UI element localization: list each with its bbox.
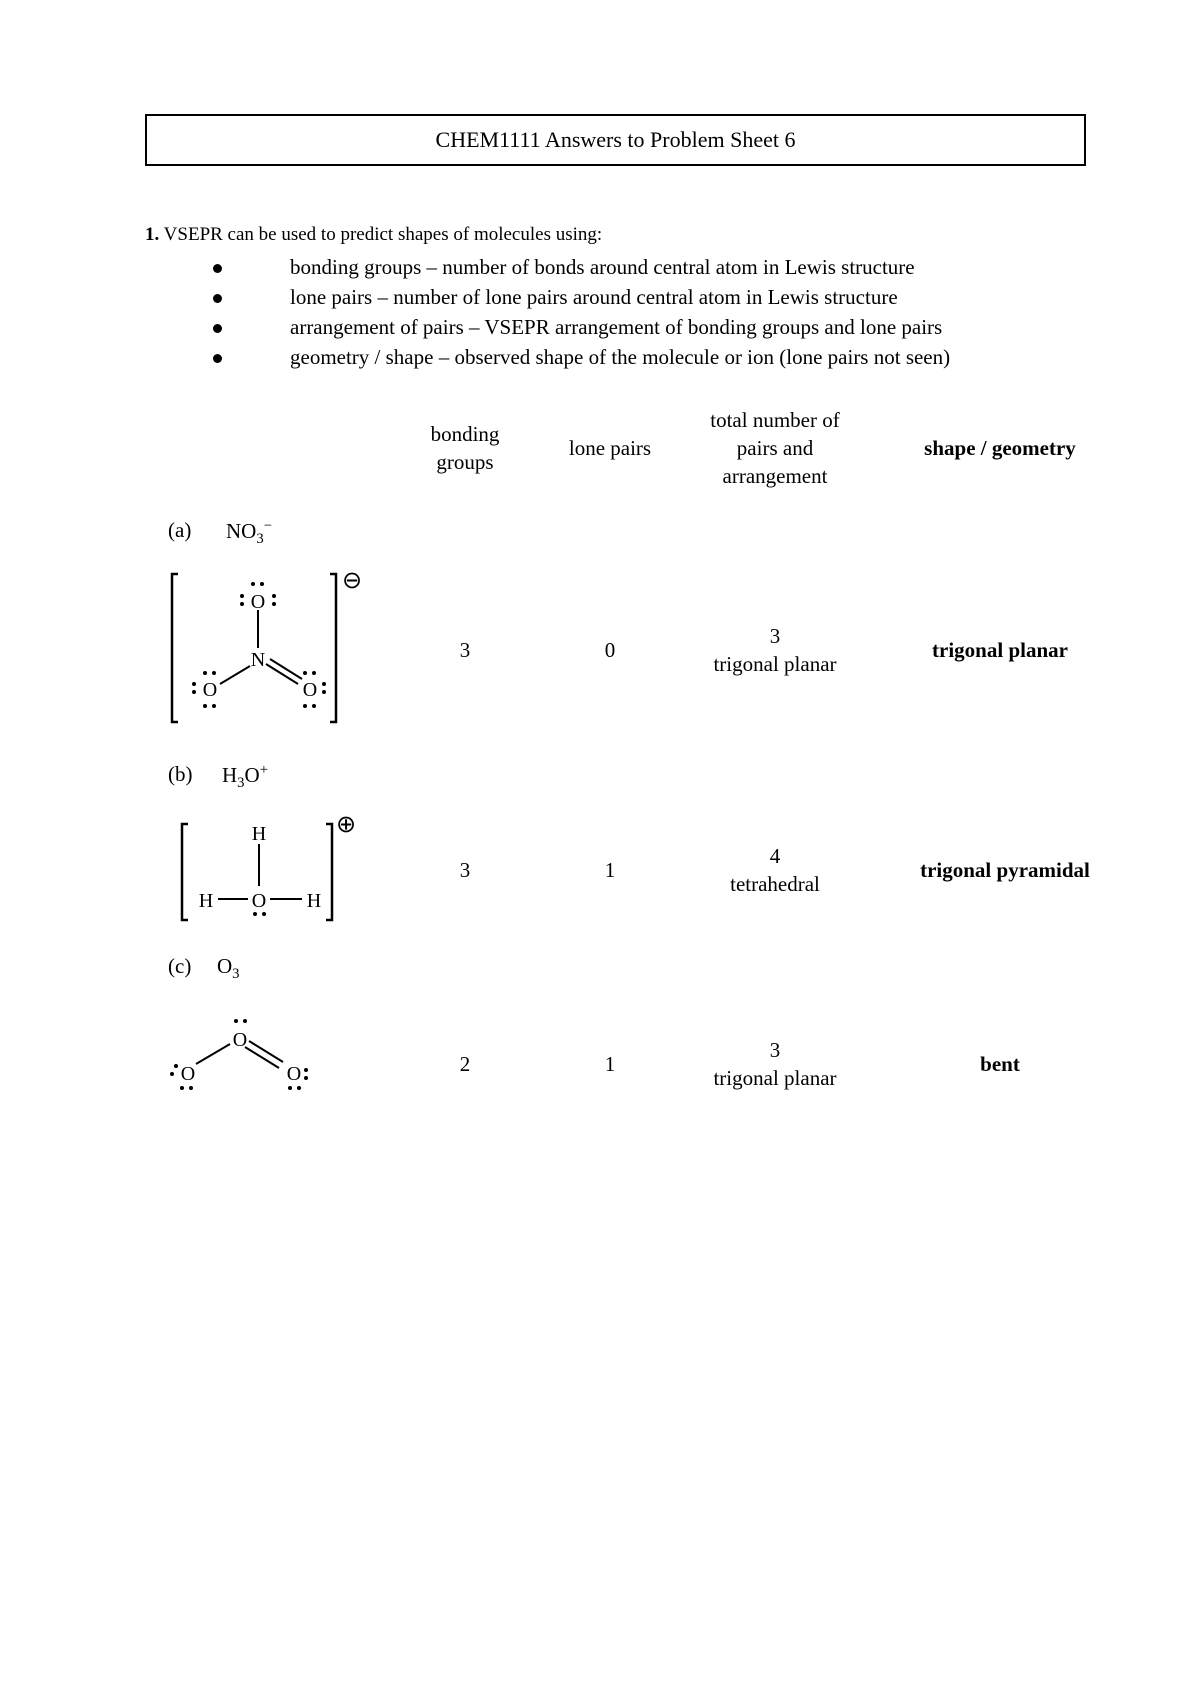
- bullet-dot: [213, 264, 222, 273]
- header-total-pairs: [680, 406, 870, 490]
- atom-o-middle: O: [232, 1029, 248, 1051]
- bullet-dot: [213, 324, 222, 333]
- formula-b-main: H: [222, 763, 238, 787]
- row-b-total-count: 4: [769, 844, 781, 868]
- header-total-line1: total number of: [710, 408, 840, 432]
- formula-c: [217, 954, 240, 983]
- row-a-total: [680, 622, 870, 678]
- formula-a-sub: 3: [256, 531, 264, 548]
- bullet-text: arrangement of pairs – VSEPR arrangement of bonding groups and lone pairs: [290, 315, 943, 339]
- row-a-lone: 0: [604, 638, 616, 662]
- row-c-bonding: 2: [459, 1052, 471, 1076]
- header-total-line3: arrangement: [722, 464, 828, 488]
- row-b-shape: trigonal pyramidal: [920, 858, 1090, 882]
- bullet-dot: [213, 294, 222, 303]
- header-bonding-line2: groups: [436, 450, 494, 474]
- atom-o-center: O: [251, 890, 267, 912]
- atom-o-top: O: [250, 591, 266, 613]
- bullet-dot: [213, 354, 222, 363]
- part-label-c: (c): [168, 954, 192, 978]
- atom-n-center: N: [250, 649, 266, 671]
- header-lone-pairs: lone pairs: [568, 436, 652, 460]
- bullet-text: bonding groups – number of bonds around central atom in Lewis structure: [290, 255, 915, 279]
- ozone-lewis-structure: [160, 1012, 330, 1092]
- formula-a: [226, 518, 272, 548]
- atom-h-left: H: [198, 890, 214, 912]
- hydronium-lewis-structure: [176, 808, 366, 928]
- formula-b-tail: O: [244, 763, 260, 787]
- row-c-arrangement: trigonal planar: [713, 1066, 837, 1090]
- formula-c-main: O: [217, 954, 233, 978]
- row-c-total-count: 3: [769, 1038, 781, 1062]
- formula-b-sub: 3: [237, 775, 245, 792]
- row-c-shape: bent: [980, 1052, 1020, 1076]
- atom-o-left: O: [202, 679, 218, 701]
- atom-h-right: H: [306, 890, 322, 912]
- part-label-a: (a): [168, 518, 192, 542]
- question-number: 1.: [145, 224, 160, 245]
- row-b-lone: 1: [604, 858, 616, 882]
- row-c-total: [680, 1036, 870, 1092]
- nitrate-lewis-structure: [160, 566, 370, 736]
- part-label-b: (b): [168, 762, 193, 786]
- bullet-text: geometry / shape – observed shape of the molecule or ion (lone pairs not seen): [290, 345, 951, 369]
- bullet-text: lone pairs – number of lone pairs around central atom in Lewis structure: [290, 285, 898, 309]
- question-intro: [145, 224, 602, 246]
- atom-o-left: O: [180, 1063, 196, 1085]
- formula-c-sub: 3: [232, 966, 240, 983]
- header-bonding-line1: bonding: [430, 422, 500, 446]
- atom-o-right: O: [286, 1063, 302, 1085]
- formula-a-main: NO: [226, 519, 257, 543]
- atom-h-top: H: [251, 823, 267, 845]
- row-b-total: [680, 842, 870, 898]
- atom-o-right: O: [302, 679, 318, 701]
- row-b-arrangement: tetrahedral: [730, 872, 820, 896]
- positive-charge-icon: ⊕: [335, 812, 357, 838]
- negative-charge-icon: ⊖: [341, 568, 363, 594]
- formula-b-sup: +: [259, 762, 268, 778]
- row-a-bonding: 3: [459, 638, 471, 662]
- row-b-bonding: 3: [459, 858, 471, 882]
- header-bonding-groups: [400, 420, 530, 476]
- row-c-lone: 1: [604, 1052, 616, 1076]
- row-a-shape: trigonal planar: [932, 638, 1068, 662]
- header-shape-geometry: shape / geometry: [924, 436, 1076, 460]
- document-title: CHEM1111 Answers to Problem Sheet 6: [145, 114, 1086, 166]
- question-intro-text: VSEPR can be used to predict shapes of molecules using:: [163, 224, 603, 245]
- formula-a-sup: −: [263, 518, 272, 534]
- formula-b: [222, 762, 268, 792]
- row-a-total-count: 3: [769, 624, 781, 648]
- row-a-arrangement: trigonal planar: [713, 652, 837, 676]
- header-total-line2: pairs and: [736, 436, 814, 460]
